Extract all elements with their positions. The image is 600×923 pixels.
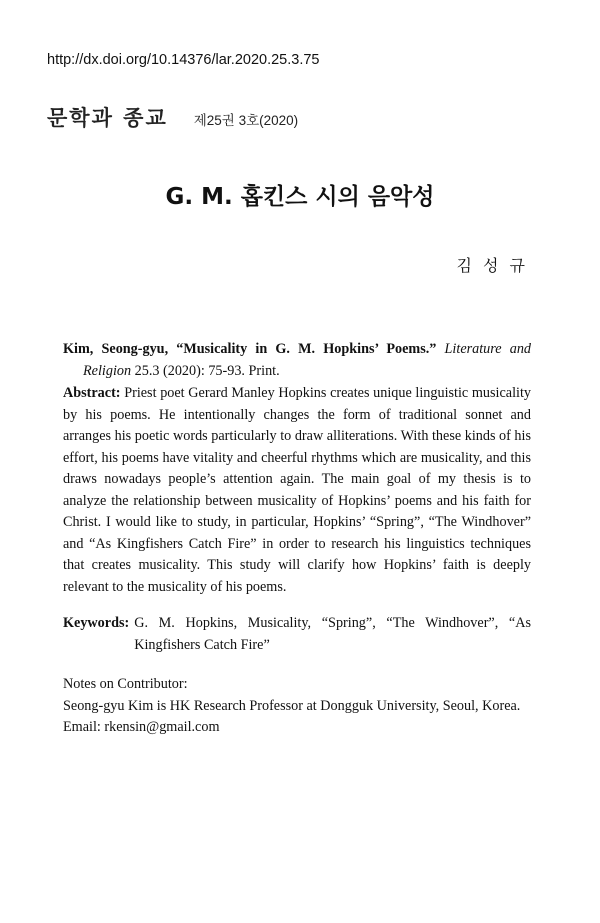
citation-details: 25.3 (2020): 75-93. Print. — [134, 362, 280, 379]
article-title: G. M. 홉킨스 시의 음악성 — [165, 184, 435, 210]
doi-link[interactable]: http://dx.doi.org/10.14376/lar.2020.25.3.75 — [47, 52, 320, 68]
keywords-label: Keywords: — [63, 615, 130, 631]
notes-heading: Notes on Contributor: — [63, 676, 188, 692]
citation-journal: Literature and Religion — [83, 341, 532, 379]
notes-affiliation: Seong-gyu Kim is HK Research Professor at Dongguk University, Seoul, Korea. — [63, 697, 521, 714]
keywords-text: G. M. Hopkins, Musicality, “Spring”, “The Windhover”, “As Kingfishers Catch Fire” — [134, 615, 531, 653]
journal-issue: 제25권 3호(2020) — [193, 113, 299, 128]
abstract — [63, 383, 531, 598]
journal-header — [47, 102, 298, 132]
article-front-matter — [63, 339, 531, 739]
notes-email: Email: rkensin@gmail.com — [63, 719, 220, 735]
abstract-text: Priest poet Gerard Manley Hopkins creates unique linguistic musicality by his poems. He intentionally changes the form of traditional sonnet and arranges his poetic words particularly to draw alliterations. With these kinds of his effort, his poems have vitality and cheerful rhythms which are musicality, and this draws nowadays people’s attention again. The main goal of my thesis is to analyze the relationship between musicality of Hopkins’ poems and his faith for Christ. I would like to study, in particular, Hopkins’ “Spring”, “The Windhover” and “As Kingfishers Catch Fire” in order to research his linguistics techniques that creates musicality. This study will clarify how Hopkins’ faith is deeply relevant to the musicality of his poems. — [63, 385, 532, 595]
abstract-label: Abstract: — [63, 385, 121, 401]
citation — [63, 339, 531, 382]
article-author: 김 성 규 — [456, 256, 528, 275]
contributor-notes — [63, 674, 531, 739]
keywords — [63, 613, 531, 656]
journal-logo: 문학과 종교 — [47, 105, 168, 130]
citation-author-title: Kim, Seong-gyu, “Musicality in G. M. Hopkins’ Poems.” — [63, 341, 437, 357]
